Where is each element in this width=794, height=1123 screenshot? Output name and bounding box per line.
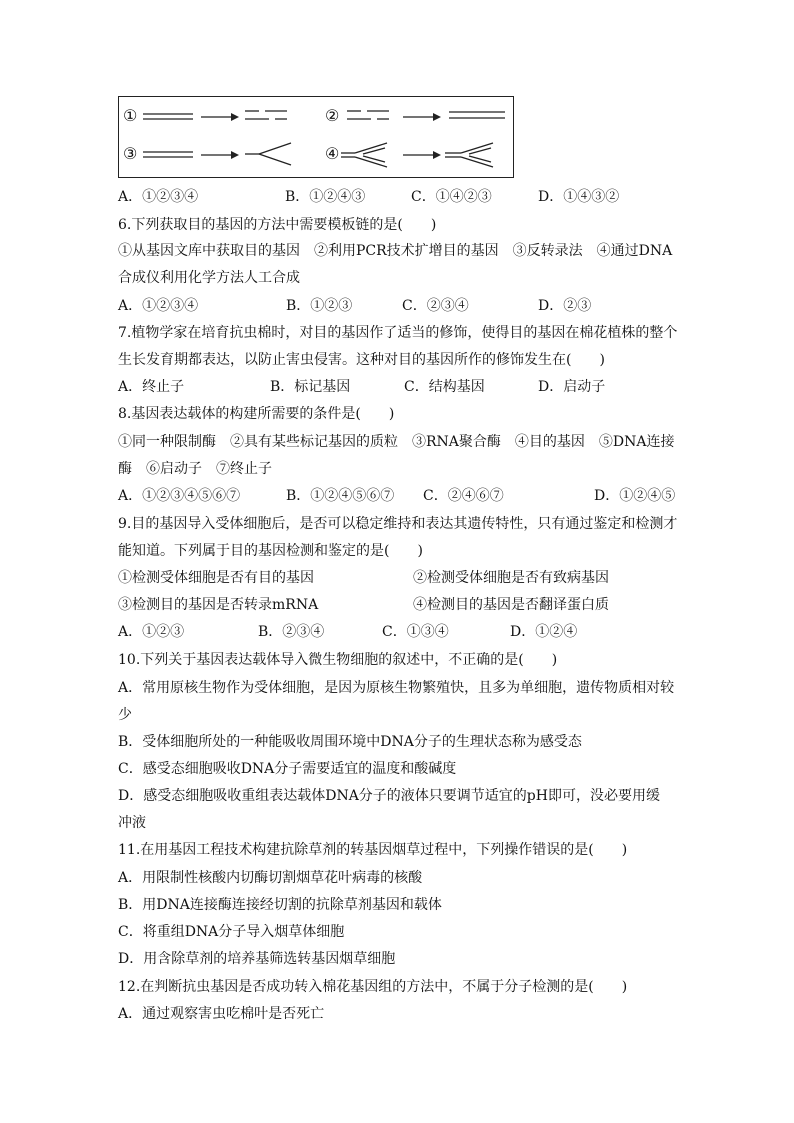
q9-option-d: D．①②④: [510, 624, 578, 640]
dna-diagrams: [119, 97, 513, 177]
q7-stem-line1: 7.植物学家在培育抗虫棉时，对目的基因作了适当的修饰，使得目的基因在棉花植株的整个: [118, 325, 678, 341]
figure-label-4: ④: [325, 144, 340, 163]
q8-stem: 8.基因表达载体的构建所需要的条件是( ): [118, 406, 395, 422]
q10-stem: 10.下列关于基因表达载体导入微生物细胞的叙述中，不正确的是( ): [118, 652, 558, 668]
q11-option-a: A．用限制性核酸内切酶切割烟草花叶病毒的核酸: [118, 870, 423, 886]
q8-option-a: A．①②③④⑤⑥⑦: [118, 488, 241, 504]
q6-items-line1: ①从基因文库中获取目的基因 ②利用PCR技术扩增目的基因 ③反转录法 ④通过DNA: [118, 243, 673, 259]
q5-option-c: C．①④②③: [411, 189, 492, 205]
q8-items-line2: 酶 ⑥启动子 ⑦终止子: [118, 461, 272, 477]
q9-option-b: B．②③④: [258, 624, 325, 640]
q5-option-a: A．①②③④: [118, 189, 199, 205]
q8-items-line1: ①同一种限制酶 ②具有某些标记基因的质粒 ③RNA聚合酶 ④目的基因 ⑤DNA连接: [118, 434, 675, 450]
q7-stem-line2: 生长发育期都表达，以防止害虫侵害。这种对目的基因所作的修饰发生在( ): [118, 352, 605, 368]
q10-option-a-line1: A．常用原核生物作为受体细胞，是因为原核生物繁殖快，且多为单细胞，遗传物质相对较: [118, 680, 675, 696]
figure-label-2: ②: [325, 106, 340, 125]
q6-items-line2: 合成仪利用化学方法人工合成: [118, 270, 300, 286]
q11-stem: 11.在用基因工程技术构建抗除草剂的转基因烟草过程中，下列操作错误的是( ): [118, 842, 628, 858]
q8-option-b: B．①②④⑤⑥⑦: [286, 488, 395, 504]
q7-option-c: C．结构基因: [404, 379, 485, 395]
q9-item-3: ③检测目的基因是否转录mRNA: [118, 597, 319, 613]
q7-option-b: B．标记基因: [270, 379, 351, 395]
q9-item-1: ①检测受体细胞是否有目的基因: [118, 570, 314, 586]
q5-option-b: B．①②④③: [285, 189, 366, 205]
q10-option-a-line2: 少: [118, 707, 132, 723]
q9-option-a: A．①②③: [118, 624, 185, 640]
figure-label-1: ①: [123, 106, 138, 125]
q8-option-c: C．②④⑥⑦: [423, 488, 504, 504]
q9-stem-line2: 能知道。下列属于目的基因检测和鉴定的是( ): [118, 543, 423, 559]
q9-item-4: ④检测目的基因是否翻译蛋白质: [413, 597, 609, 613]
q8-option-d: D．①②④⑤: [594, 488, 676, 504]
dna-process-figure: [118, 96, 514, 178]
q7-option-d: D．启动子: [538, 379, 606, 395]
q10-option-b: B．受体细胞所处的一种能吸收周围环境中DNA分子的生理状态称为感受态: [118, 734, 582, 750]
q6-option-a: A．①②③④: [118, 298, 199, 314]
q9-stem-line1: 9.目的基因导入受体细胞后，是否可以稳定维持和表达其遗传特性，只有通过鉴定和检测才: [118, 516, 678, 532]
q6-stem: 6.下列获取目的基因的方法中需要模板链的是( ): [118, 217, 437, 233]
q12-option-a: A．通过观察害虫吃棉叶是否死亡: [118, 1006, 325, 1022]
q9-option-c: C．①③④: [382, 624, 449, 640]
q10-option-c: C．感受态细胞吸收DNA分子需要适宜的温度和酸碱度: [118, 761, 457, 777]
q5-option-d: D．①④③②: [538, 189, 620, 205]
q6-option-b: B．①②③: [286, 298, 353, 314]
q11-option-c: C．将重组DNA分子导入烟草体细胞: [118, 924, 345, 940]
q10-option-d-line2: 冲液: [118, 815, 146, 831]
q6-option-d: D．②③: [538, 298, 592, 314]
q9-item-2: ②检测受体细胞是否有致病基因: [413, 570, 609, 586]
q7-option-a: A．终止子: [118, 379, 185, 395]
q6-option-c: C．②③④: [402, 298, 469, 314]
q10-option-d-line1: D．感受态细胞吸收重组表达载体DNA分子的液体只要调节适宜的pH即可，没必要用缓: [118, 788, 660, 804]
q11-option-b: B．用DNA连接酶连接经切割的抗除草剂基因和载体: [118, 897, 442, 913]
q12-stem: 12.在判断抗虫基因是否成功转入棉花基因组的方法中，不属于分子检测的是( ): [118, 979, 628, 995]
figure-label-3: ③: [123, 144, 138, 163]
q11-option-d: D．用含除草剂的培养基筛选转基因烟草细胞: [118, 951, 396, 967]
